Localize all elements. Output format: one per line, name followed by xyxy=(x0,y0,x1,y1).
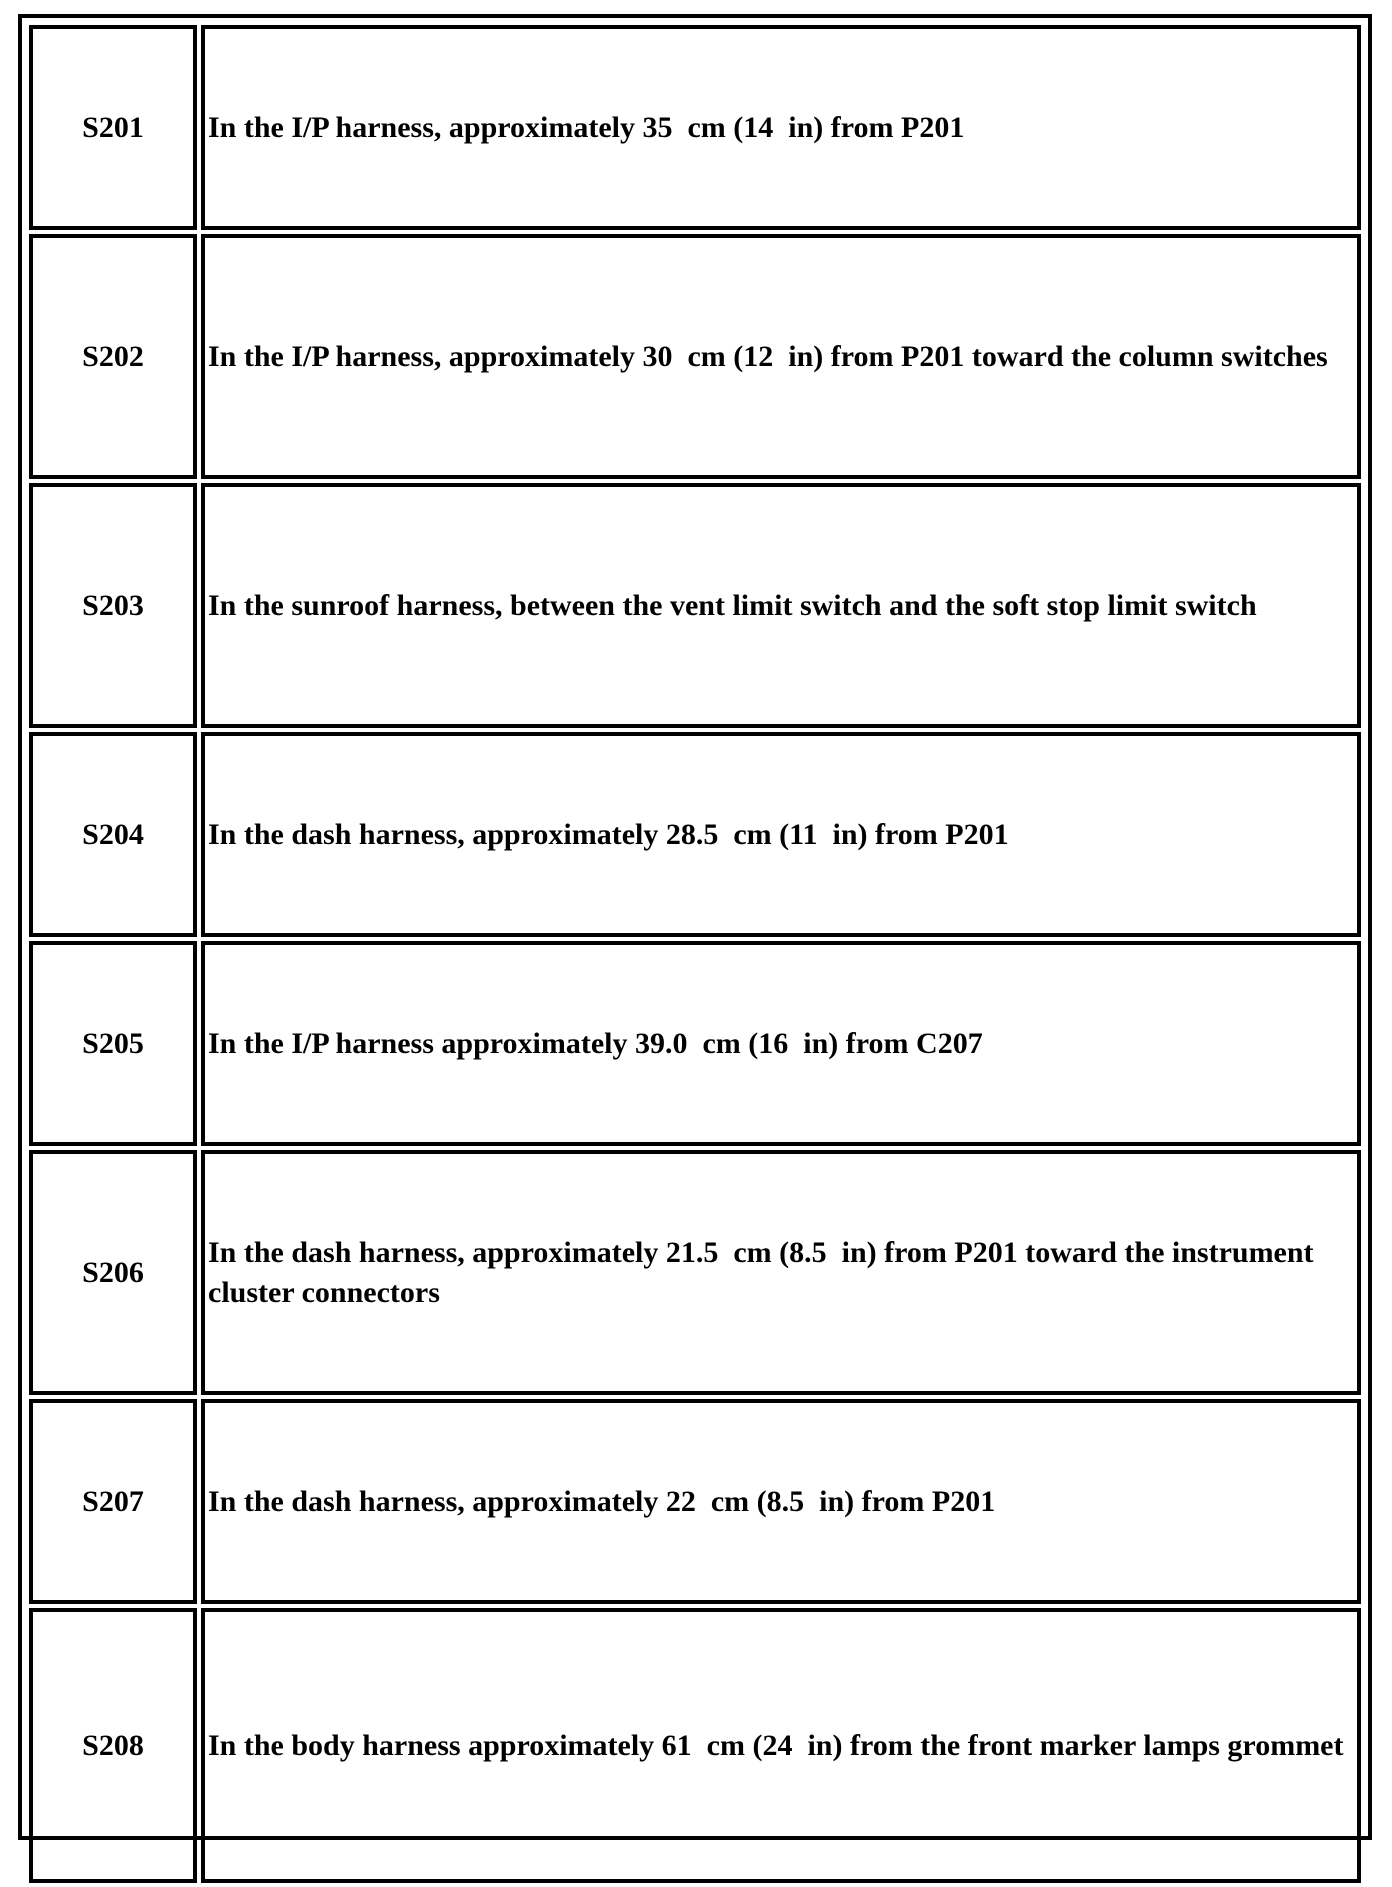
splice-id-cell: S202 xyxy=(29,234,197,479)
splice-location-cell: In the body harness approximately 61 cm (24 in) from the front marker lamps grommet xyxy=(201,1608,1361,1883)
splice-id-cell: S208 xyxy=(29,1608,197,1883)
table-row xyxy=(29,234,1361,479)
splice-location-cell: In the I/P harness, approximately 30 cm (12 in) from P201 toward the column switches xyxy=(201,234,1361,479)
table-row xyxy=(29,1608,1361,1883)
splice-location-cell: In the I/P harness, approximately 35 cm (14 in) from P201 xyxy=(201,25,1361,230)
table-row xyxy=(29,25,1361,230)
splice-id-cell: S205 xyxy=(29,941,197,1146)
splice-id-cell: S203 xyxy=(29,483,197,728)
splice-location-cell: In the dash harness, approximately 28.5 cm (11 in) from P201 xyxy=(201,732,1361,937)
splice-id-cell: S206 xyxy=(29,1150,197,1395)
splice-location-cell: In the I/P harness approximately 39.0 cm (16 in) from C207 xyxy=(201,941,1361,1146)
splice-id-cell: S204 xyxy=(29,732,197,937)
splice-table-frame xyxy=(18,14,1372,1840)
table-row xyxy=(29,1399,1361,1604)
splice-location-cell: In the sunroof harness, between the vent limit switch and the soft stop limit switch xyxy=(201,483,1361,728)
splice-id-cell: S207 xyxy=(29,1399,197,1604)
splice-location-cell: In the dash harness, approximately 22 cm (8.5 in) from P201 xyxy=(201,1399,1361,1604)
splice-location-cell: In the dash harness, approximately 21.5 cm (8.5 in) from P201 toward the instrument cluster connectors xyxy=(201,1150,1361,1395)
table-row xyxy=(29,732,1361,937)
table-row xyxy=(29,1150,1361,1395)
table-row xyxy=(29,483,1361,728)
splice-id-cell: S201 xyxy=(29,25,197,230)
table-row xyxy=(29,941,1361,1146)
splice-location-table xyxy=(25,21,1365,1887)
